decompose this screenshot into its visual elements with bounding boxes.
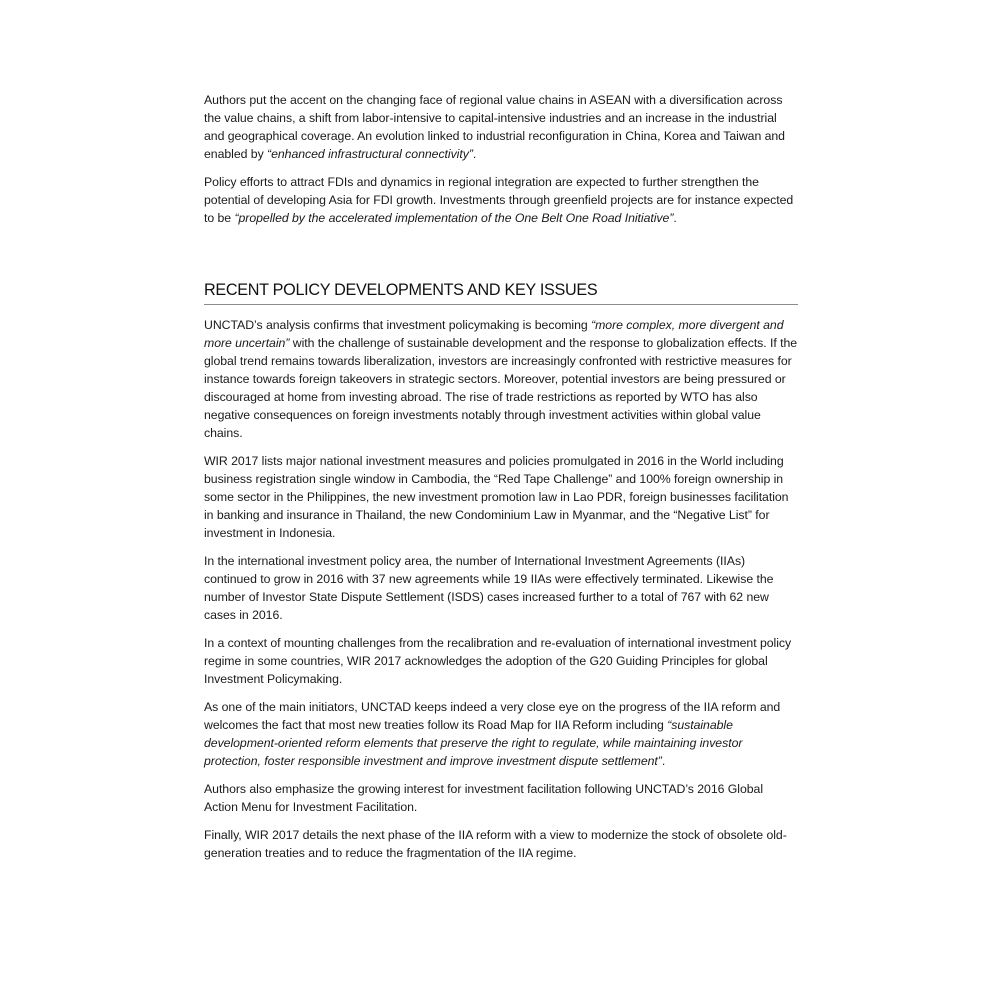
section-paragraph-5: As one of the main initiators, UNCTAD keeps indeed a very close eye on the progress of the IIA reform and welcomes the fact that most new treaties follow its Road Map for IIA Reform including “sustainable development-oriented reform elements that preserve the right to regulate, while maintaining investor protection, foster responsible investment and improve investment dispute settlement”. — [204, 700, 781, 768]
section-paragraph-1: UNCTAD’s analysis confirms that investment policymaking is becoming “more complex, more divergent and more uncertain” with the challenge of sustainable development and the response to globalization effects. If the global trend remains towards liberalization, investors are increasingly confronted with restrictive measures for instance towards foreign takeovers in strategic sectors. Moreover, potential investors are being pressured or discouraged at home from investing abroad. The rise of trade restrictions as reported by WTO has also negative consequences on foreign investments notably through investment activities within global value chains. — [204, 318, 798, 440]
intro-quote-1: “enhanced infrastructural connectivity” — [267, 147, 473, 161]
section-heading: RECENT POLICY DEVELOPMENTS AND KEY ISSUES — [204, 281, 598, 299]
intro-paragraph-1: Authors put the accent on the changing face of regional value chains in ASEAN with a diversification across the value chains, a shift from labor-intensive to capital-intensive industries and an increase in the industrial and geographical coverage. An evolution linked to industrial reconfiguration in China, Korea and Taiwan and enabled by “enhanced infrastructural connectivity”. — [204, 93, 785, 161]
section-quote-1: “more complex, more divergent and more uncertain” — [204, 318, 784, 350]
section-quote-5: “sustainable development-oriented reform elements that preserve the right to regulate, while maintaining investor protection, foster responsible investment and improve investment dispute settlement” — [204, 718, 743, 768]
intro-quote-2: “propelled by the accelerated implementation of the One Belt One Road Initiative” — [234, 211, 674, 225]
document-page — [204, 91, 798, 872]
section-divider — [204, 304, 798, 305]
section-paragraph-3: In the international investment policy area, the number of International Investment Agreements (IIAs) continued to grow in 2016 with 37 new agreements while 19 IIAs were effectively terminated. Likewise the number of Investor State Dispute Settlement (ISDS) cases increased further to a total of 767 with 62 new cases in 2016. — [204, 554, 774, 622]
section-paragraph-7: Finally, WIR 2017 details the next phase of the IIA reform with a view to modernize the stock of obsolete old-generation treaties and to reduce the fragmentation of the IIA regime. — [204, 828, 787, 860]
section-paragraph-6: Authors also emphasize the growing interest for investment facilitation following UNCTAD’s 2016 Global Action Menu for Investment Facilitation. — [204, 782, 764, 814]
section-paragraph-2: WIR 2017 lists major national investment measures and policies promulgated in 2016 in the World including business registration single window in Cambodia, the “Red Tape Challenge” and 100% foreign ownership in some sector in the Philippines, the new investment promotion law in Lao PDR, foreign businesses facilitation in banking and insurance in Thailand, the new Condominium Law in Myanmar, and the “Negative List” for investment in Indonesia. — [204, 454, 789, 540]
section-paragraph-4: In a context of mounting challenges from the recalibration and re-evaluation of international investment policy regime in some countries, WIR 2017 acknowledges the adoption of the G20 Guiding Principles for global Investment Policymaking. — [204, 636, 792, 686]
intro-paragraph-2: Policy efforts to attract FDIs and dynamics in regional integration are expected to further strengthen the potential of developing Asia for FDI growth. Investments through greenfield projects are for instance expected to be “propelled by the accelerated implementation of the One Belt One Road Initiative”. — [204, 175, 794, 225]
